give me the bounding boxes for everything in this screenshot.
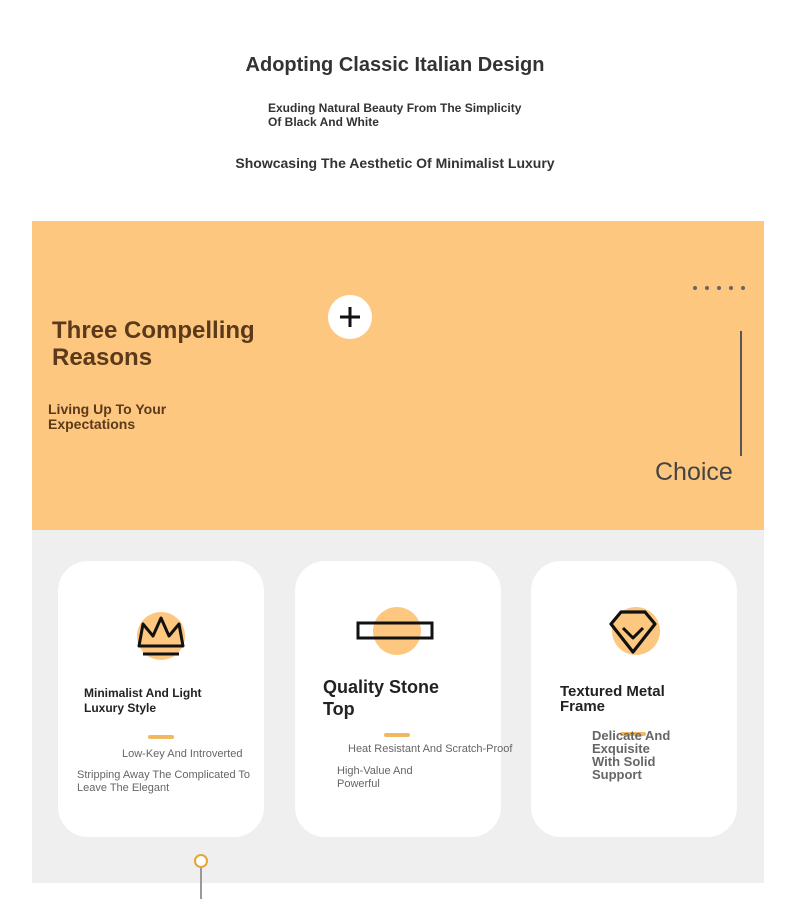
card-description: Stripping Away The Complicated To Leave The Elegant (77, 769, 251, 794)
accent-bar (384, 733, 410, 737)
banner-subtitle: Living Up To Your Expectations (48, 401, 167, 432)
page-title: Adopting Classic Italian Design (245, 54, 545, 76)
page-tagline: Showcasing The Aesthetic Of Minimalist Luxury (235, 155, 555, 171)
timeline-dot (194, 854, 208, 868)
card-title: Textured Metal Frame (560, 683, 665, 715)
plus-button[interactable] (328, 295, 372, 339)
carousel-dot[interactable] (693, 286, 697, 290)
banner-title: Three Compelling Reasons (52, 317, 255, 371)
card-title: Quality Stone Top (323, 677, 440, 719)
carousel-dot[interactable] (729, 286, 733, 290)
plus-icon (337, 304, 363, 330)
choice-label: Choice (655, 458, 733, 486)
card-subtitle: Delicate And Exquisite With Solid Support (592, 728, 671, 782)
card-subtitle: Heat Resistant And Scratch-Proof (348, 743, 513, 755)
crown-icon (135, 612, 187, 660)
stone-slab-icon (356, 620, 436, 642)
carousel-dot[interactable] (705, 286, 709, 290)
timeline-line (200, 868, 202, 899)
page-subtitle: Exuding Natural Beauty From The Simplicity Of Black And White (268, 101, 522, 129)
carousel-dots[interactable] (693, 286, 745, 292)
accent-bar (148, 735, 174, 739)
banner-divider (740, 331, 742, 456)
carousel-dot[interactable] (741, 286, 745, 290)
card-title: Minimalist And Light Luxury Style (84, 686, 202, 715)
carousel-dot[interactable] (717, 286, 721, 290)
diamond-icon (607, 608, 659, 656)
card-description: High-Value And Powerful (337, 765, 413, 790)
card-subtitle: Low-Key And Introverted (122, 748, 243, 760)
